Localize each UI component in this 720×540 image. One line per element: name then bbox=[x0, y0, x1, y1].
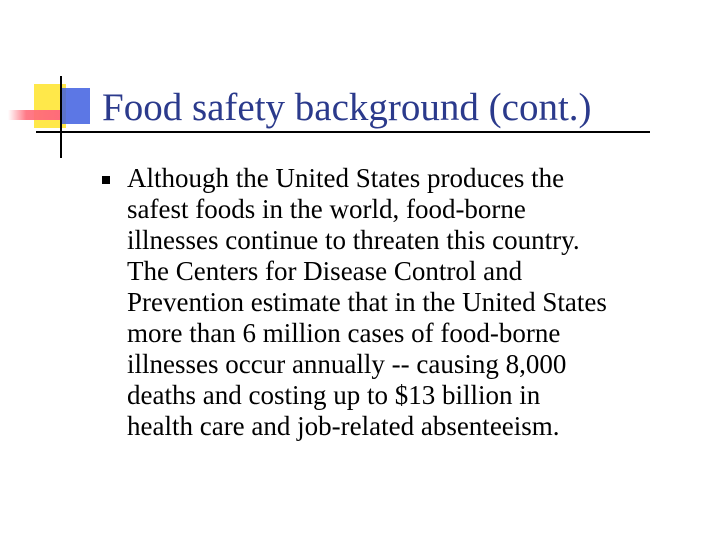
bullet-line: The Centers for Disease Control and bbox=[127, 256, 523, 286]
title-underline bbox=[36, 131, 650, 133]
bullet-line: illnesses occur annually -- causing 8,000 bbox=[127, 349, 567, 379]
decoration-blue-block bbox=[62, 88, 90, 124]
bullet-line: deaths and costing up to $13 billion in bbox=[127, 380, 541, 410]
bullet-line: safest foods in the world, food-borne bbox=[127, 194, 526, 224]
decoration-red-bar bbox=[8, 110, 60, 120]
decoration-vertical-line bbox=[60, 76, 62, 158]
bullet-square-icon bbox=[102, 176, 110, 184]
bullet-line: health care and job-related absenteeism. bbox=[127, 411, 560, 441]
slide-decoration-graphic bbox=[0, 0, 110, 170]
bullet-line: more than 6 million cases of food-borne bbox=[127, 318, 561, 348]
bullet-line: Prevention estimate that in the United States bbox=[127, 287, 607, 317]
bullet-text bbox=[127, 163, 707, 442]
bullet-line: illnesses continue to threaten this country. bbox=[127, 225, 580, 255]
bullet-line: Although the United States produces the bbox=[127, 163, 565, 193]
slide-title: Food safety background (cont.) bbox=[102, 86, 592, 129]
